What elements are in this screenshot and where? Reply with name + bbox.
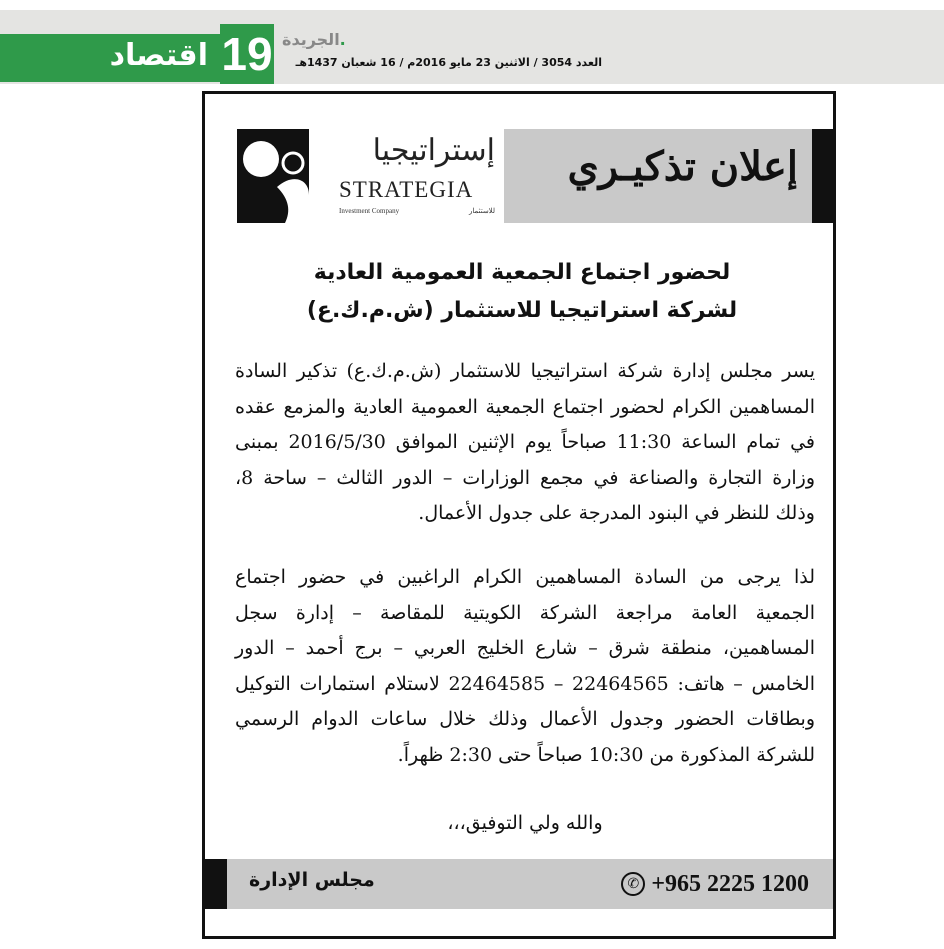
footer-band <box>205 859 833 909</box>
brand-dot: . <box>339 30 346 49</box>
phone-number: +965 2225 1200 <box>651 870 809 897</box>
strategia-logo-icon <box>237 129 309 223</box>
footer-bar <box>205 859 227 909</box>
page-number-box <box>220 24 274 84</box>
paragraph-1: يسر مجلس إدارة شركة استراتيجيا للاستثمار (ش.م.ك.ع) تذكير السادة المساهمين الكرام لحضور اجتماع الجمعية العمومية العادية والمزمع عقده في تمام الساعة 11:30 صباحاً يوم الإثنين الموافق 2016/5/30 بمبنى وزارة التجارة والصناعة في مجمع الوزارات – الدور الثالث – ساحة 8، وذلك للنظر في البنود المدرجة على جدول الأعمال. <box>235 360 815 524</box>
newspaper-brand <box>282 30 482 49</box>
logo-arabic-name: إستراتيجيا <box>372 133 495 168</box>
issue-line: العدد 3054 / الاثنين 23 مايو 2016م / 16 شعبان 1437هـ <box>295 56 602 69</box>
title-band-bar <box>812 129 834 223</box>
section-title: اقتصاد <box>109 38 208 73</box>
advertisement-frame <box>202 91 836 939</box>
phone-icon: ✆ <box>621 872 645 896</box>
strategia-logo <box>235 129 503 223</box>
paragraph-2: لذا يرجى من السادة المساهمين الكرام الراغبين في حضور اجتماع الجمعية العامة مراجعة الشركة الكويتية للمقاصة – إدارة سجل المساهمين، منطقة شرق – شارع الخليج العربي – برج أحمد – الدور الخامس – هاتف: 22464565 – 22464585 لاستلام استمارات التوكيل وبطاقات الحضور وجدول الأعمال وذلك خلال ساعات الدوام الرسمي للشركة المذكورة من 10:30 صباحاً حتى 2:30 ظهراً. <box>235 566 815 766</box>
section-tag <box>0 34 220 82</box>
notice-subject <box>225 254 819 330</box>
board-signature: مجلس الإدارة <box>249 869 375 891</box>
logo-subtitle <box>339 207 495 215</box>
page-header <box>0 0 944 86</box>
closing-line: والله ولي التوفيق،،، <box>447 812 603 834</box>
subject-line-2: لشركة استراتيجيا للاستثمار (ش.م.ك.ع) <box>306 298 738 323</box>
page-number: 19 <box>221 28 273 80</box>
notice-title: إعلان تذكيـري <box>567 143 798 190</box>
logo-subtitle-en: Investment Company <box>339 207 400 215</box>
brand-name: الجريدة <box>282 30 340 49</box>
logo-subtitle-ar: للاستثمار <box>469 207 495 215</box>
subject-line-1: لحضور اجتماع الجمعية العمومية العادية <box>313 260 731 285</box>
phone-contact <box>621 867 809 901</box>
title-band <box>504 129 834 223</box>
logo-english-name: STRATEGIA <box>339 177 474 202</box>
